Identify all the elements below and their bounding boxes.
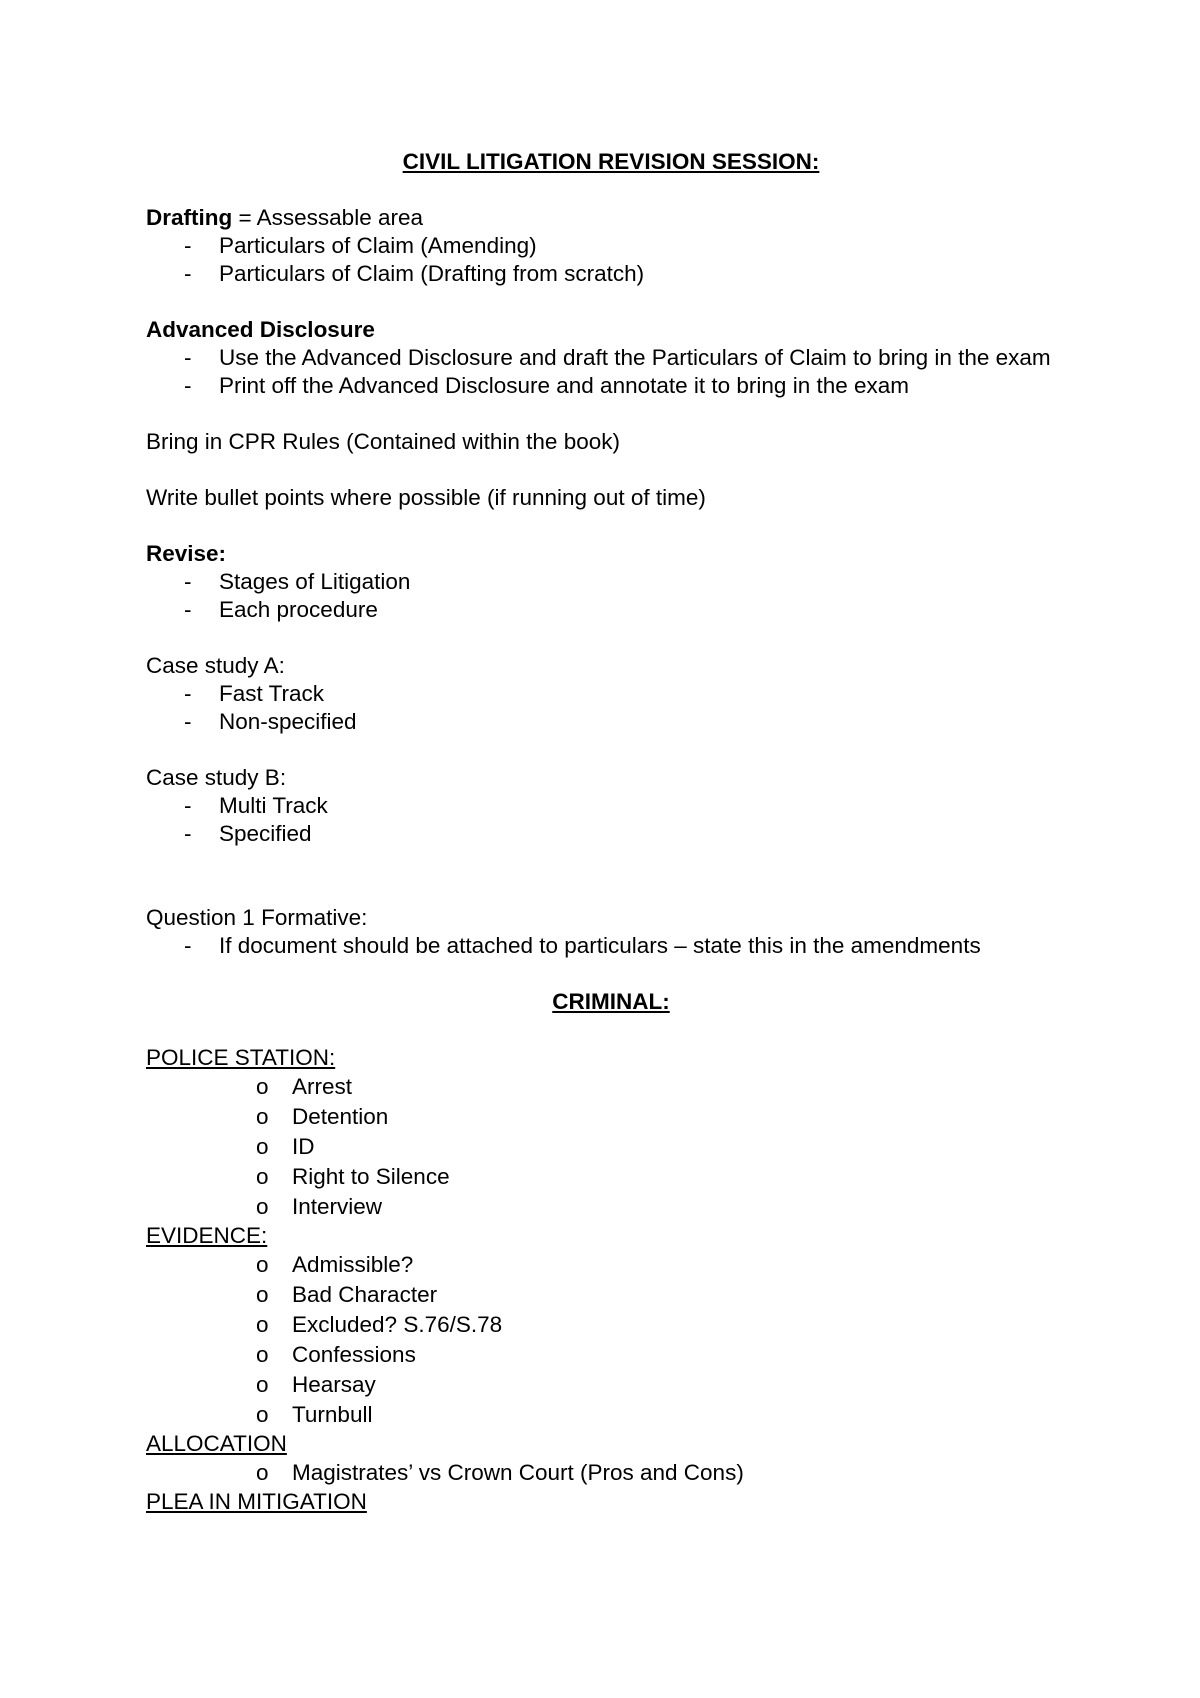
dash-bullet: - <box>184 681 192 706</box>
document-page <box>146 148 1076 1516</box>
cpr-line: Bring in CPR Rules (Contained within the book) <box>146 429 620 454</box>
list-item <box>146 1192 1076 1222</box>
list-item <box>146 1280 1076 1310</box>
list-item <box>146 1132 1076 1162</box>
list-item-text: Stages of Litigation <box>219 569 411 594</box>
list-item-text: Use the Advanced Disclosure and draft the Particulars of Claim to bring in the exam <box>219 345 1051 370</box>
list-item <box>146 1370 1076 1400</box>
police-station-heading <box>146 1044 1076 1072</box>
list-item-text: Fast Track <box>219 681 325 706</box>
list-item-text: Confessions <box>292 1342 416 1367</box>
list-item <box>146 932 1076 960</box>
circle-bullet: o <box>256 1194 269 1219</box>
list-item-text: Arrest <box>292 1074 353 1099</box>
list-item <box>146 344 1076 372</box>
dash-bullet: - <box>184 821 192 846</box>
list-item-text: Hearsay <box>292 1372 376 1397</box>
circle-bullet: o <box>256 1312 269 1337</box>
allocation-heading <box>146 1430 1076 1458</box>
list-item <box>146 1250 1076 1280</box>
drafting-label: Drafting <box>146 205 233 230</box>
list-item-text: Non-specified <box>219 709 357 734</box>
list-item <box>146 232 1076 260</box>
circle-bullet: o <box>256 1372 269 1397</box>
question-1-heading: Question 1 Formative: <box>146 905 368 930</box>
dash-bullet: - <box>184 261 192 286</box>
circle-bullet: o <box>256 1074 269 1099</box>
document-title <box>146 148 1076 176</box>
list-item-text: Excluded? S.76/S.78 <box>292 1312 503 1337</box>
dash-bullet: - <box>184 793 192 818</box>
list-item-text: Bad Character <box>292 1282 438 1307</box>
list-item <box>146 1400 1076 1430</box>
list-item <box>146 260 1076 288</box>
list-item <box>146 596 1076 624</box>
circle-bullet: o <box>256 1460 269 1485</box>
list-item-text: Multi Track <box>219 793 328 818</box>
list-item-text: Particulars of Claim (Drafting from scratch) <box>219 261 645 286</box>
plea-heading <box>146 1488 1076 1516</box>
evidence-label: EVIDENCE: <box>146 1223 268 1248</box>
list-item <box>146 820 1076 848</box>
plea-label: PLEA IN MITIGATION <box>146 1489 367 1514</box>
drafting-heading <box>146 204 1076 232</box>
dash-bullet: - <box>184 233 192 258</box>
list-item <box>146 372 1076 400</box>
dash-bullet: - <box>184 569 192 594</box>
list-item-text: Admissible? <box>292 1252 414 1277</box>
list-item <box>146 568 1076 596</box>
case-study-a-heading: Case study A: <box>146 653 285 678</box>
circle-bullet: o <box>256 1134 269 1159</box>
list-item <box>146 1102 1076 1132</box>
list-item-text: Particulars of Claim (Amending) <box>219 233 537 258</box>
list-item <box>146 1340 1076 1370</box>
revise-heading <box>146 540 1076 568</box>
list-item <box>146 1162 1076 1192</box>
evidence-heading <box>146 1222 1076 1250</box>
drafting-rest: = Assessable area <box>232 205 423 230</box>
list-item <box>146 708 1076 736</box>
circle-bullet: o <box>256 1252 269 1277</box>
list-item <box>146 1458 1076 1488</box>
list-item <box>146 1310 1076 1340</box>
criminal-title <box>146 988 1076 1016</box>
list-item-text: Turnbull <box>292 1402 373 1427</box>
allocation-label: ALLOCATION <box>146 1431 287 1456</box>
bullet-points-line: Write bullet points where possible (if running out of time) <box>146 485 706 510</box>
circle-bullet: o <box>256 1164 269 1189</box>
dash-bullet: - <box>184 373 192 398</box>
dash-bullet: - <box>184 709 192 734</box>
criminal-title-text: CRIMINAL: <box>552 989 670 1014</box>
circle-bullet: o <box>256 1342 269 1367</box>
list-item-text: Right to Silence <box>292 1164 450 1189</box>
list-item-text: Magistrates’ vs Crown Court (Pros and Cons) <box>292 1460 744 1485</box>
list-item-text: If document should be attached to particulars – state this in the amendments <box>219 933 981 958</box>
civil-title-text: CIVIL LITIGATION REVISION SESSION: <box>402 149 820 174</box>
circle-bullet: o <box>256 1282 269 1307</box>
list-item-text: ID <box>292 1134 315 1159</box>
dash-bullet: - <box>184 933 192 958</box>
circle-bullet: o <box>256 1104 269 1129</box>
list-item-text: Interview <box>292 1194 383 1219</box>
dash-bullet: - <box>184 345 192 370</box>
police-station-label: POLICE STATION: <box>146 1045 336 1070</box>
case-study-b-heading: Case study B: <box>146 765 287 790</box>
list-item <box>146 680 1076 708</box>
circle-bullet: o <box>256 1402 269 1427</box>
dash-bullet: - <box>184 597 192 622</box>
revise-label: Revise: <box>146 541 227 566</box>
list-item <box>146 792 1076 820</box>
list-item-text: Detention <box>292 1104 389 1129</box>
list-item-text: Specified <box>219 821 312 846</box>
advanced-label: Advanced Disclosure <box>146 317 375 342</box>
advanced-heading <box>146 316 1076 344</box>
list-item <box>146 1072 1076 1102</box>
list-item-text: Print off the Advanced Disclosure and annotate it to bring in the exam <box>219 373 910 398</box>
list-item-text: Each procedure <box>219 597 378 622</box>
